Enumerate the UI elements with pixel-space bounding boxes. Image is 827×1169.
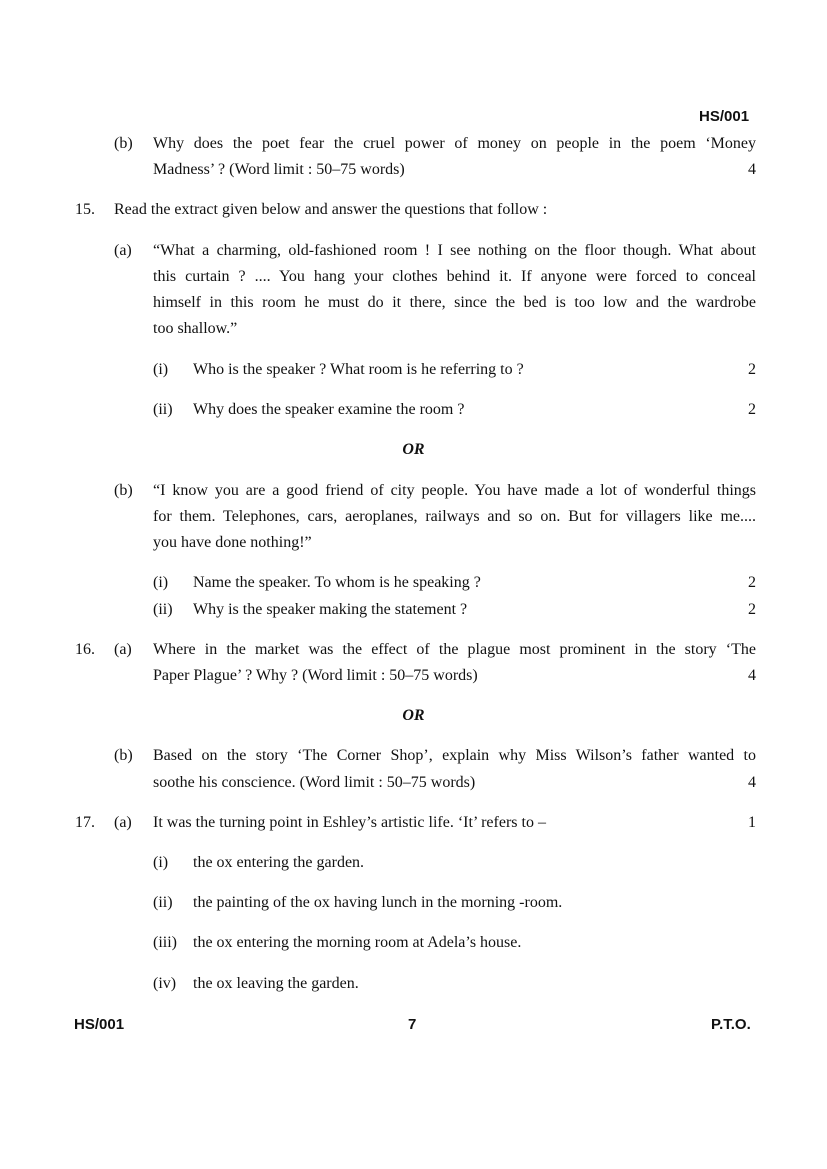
- q16-or: OR: [402, 707, 425, 724]
- q15b-i-marks: 2: [748, 574, 756, 591]
- q15a-ii-label: (ii): [153, 401, 173, 418]
- q15b-i-label: (i): [153, 574, 169, 591]
- q17a-option-ii-label: (ii): [153, 894, 173, 911]
- q15-number: 15.: [75, 201, 95, 218]
- q17a-option-iv-label: (iv): [153, 975, 177, 992]
- q17a-option-iii-text: the ox entering the morning room at Adela’s house.: [193, 934, 522, 951]
- q17a-option-i-label: (i): [153, 854, 169, 871]
- q16a-line-1: Where in the market was the effect of the plague most prominent in the story ‘The: [153, 641, 756, 658]
- q14b-label: (b): [114, 135, 133, 152]
- q15a-extract-line-1: “What a charming, old-fashioned room ! I see nothing on the floor though. What about: [153, 242, 756, 259]
- q15b-ii-marks: 2: [748, 601, 756, 618]
- q15a-extract-line-2: this curtain ? .... You hang your clothes behind it. If anyone were forced to conceal: [153, 268, 756, 285]
- header-paper-code: HS/001: [699, 108, 750, 125]
- q15b-ii-label: (ii): [153, 601, 173, 618]
- q15b-ii-text: Why is the speaker making the statement ?: [193, 601, 468, 618]
- q14b-line-1: Why does the poet fear the cruel power of money on people in the poem ‘Money: [153, 135, 756, 152]
- q15a-ii-marks: 2: [748, 401, 756, 418]
- q16a-marks: 4: [748, 667, 756, 684]
- q17a-label: (a): [114, 814, 132, 831]
- q17a-option-iii-label: (iii): [153, 934, 177, 951]
- q15a-label: (a): [114, 242, 132, 259]
- q15a-extract-line-4: too shallow.”: [153, 320, 238, 337]
- q16-number: 16.: [75, 641, 95, 658]
- q15b-extract-line-2: for them. Telephones, cars, aeroplanes, railways and so on. But for villagers like me....: [153, 508, 756, 525]
- q17a-marks: 1: [748, 814, 756, 831]
- q15b-i-text: Name the speaker. To whom is he speaking ?: [193, 574, 481, 591]
- q16b-line-2: soothe his conscience. (Word limit : 50–75 words): [153, 774, 476, 791]
- q17a-option-iv-text: the ox leaving the garden.: [193, 975, 359, 992]
- q15a-i-text: Who is the speaker ? What room is he referring to ?: [193, 361, 524, 378]
- q15b-extract-line-3: you have done nothing!”: [153, 534, 312, 551]
- q15a-i-marks: 2: [748, 361, 756, 378]
- q17-number: 17.: [75, 814, 95, 831]
- footer-paper-code: HS/001: [74, 1016, 125, 1033]
- q16a-line-2: Paper Plague’ ? Why ? (Word limit : 50–75 words): [153, 667, 478, 684]
- q16b-label: (b): [114, 747, 133, 764]
- footer-pto: P.T.O.: [711, 1016, 751, 1033]
- q15b-extract-line-1: “I know you are a good friend of city people. You have made a lot of wonderful things: [153, 482, 756, 499]
- q17a-option-i-text: the ox entering the garden.: [193, 854, 365, 871]
- q15a-i-label: (i): [153, 361, 169, 378]
- q16b-marks: 4: [748, 774, 756, 791]
- q15-intro: Read the extract given below and answer the questions that follow :: [114, 201, 548, 218]
- q14b-marks: 4: [748, 161, 756, 178]
- q16b-line-1: Based on the story ‘The Corner Shop’, explain why Miss Wilson’s father wanted to: [153, 747, 756, 764]
- q15a-extract-line-3: himself in this room he must do it there, since the bed is too low and the wardrobe: [153, 294, 756, 311]
- q15-or: OR: [402, 441, 425, 458]
- q15a-ii-text: Why does the speaker examine the room ?: [193, 401, 465, 418]
- q17a-option-ii-text: the painting of the ox having lunch in the morning -room.: [193, 894, 563, 911]
- footer-page-number: 7: [408, 1016, 417, 1033]
- q14b-line-2: Madness’ ? (Word limit : 50–75 words): [153, 161, 405, 178]
- q15b-label: (b): [114, 482, 133, 499]
- q17a-question: It was the turning point in Eshley’s artistic life. ‘It’ refers to –: [153, 814, 546, 831]
- q16a-label: (a): [114, 641, 132, 658]
